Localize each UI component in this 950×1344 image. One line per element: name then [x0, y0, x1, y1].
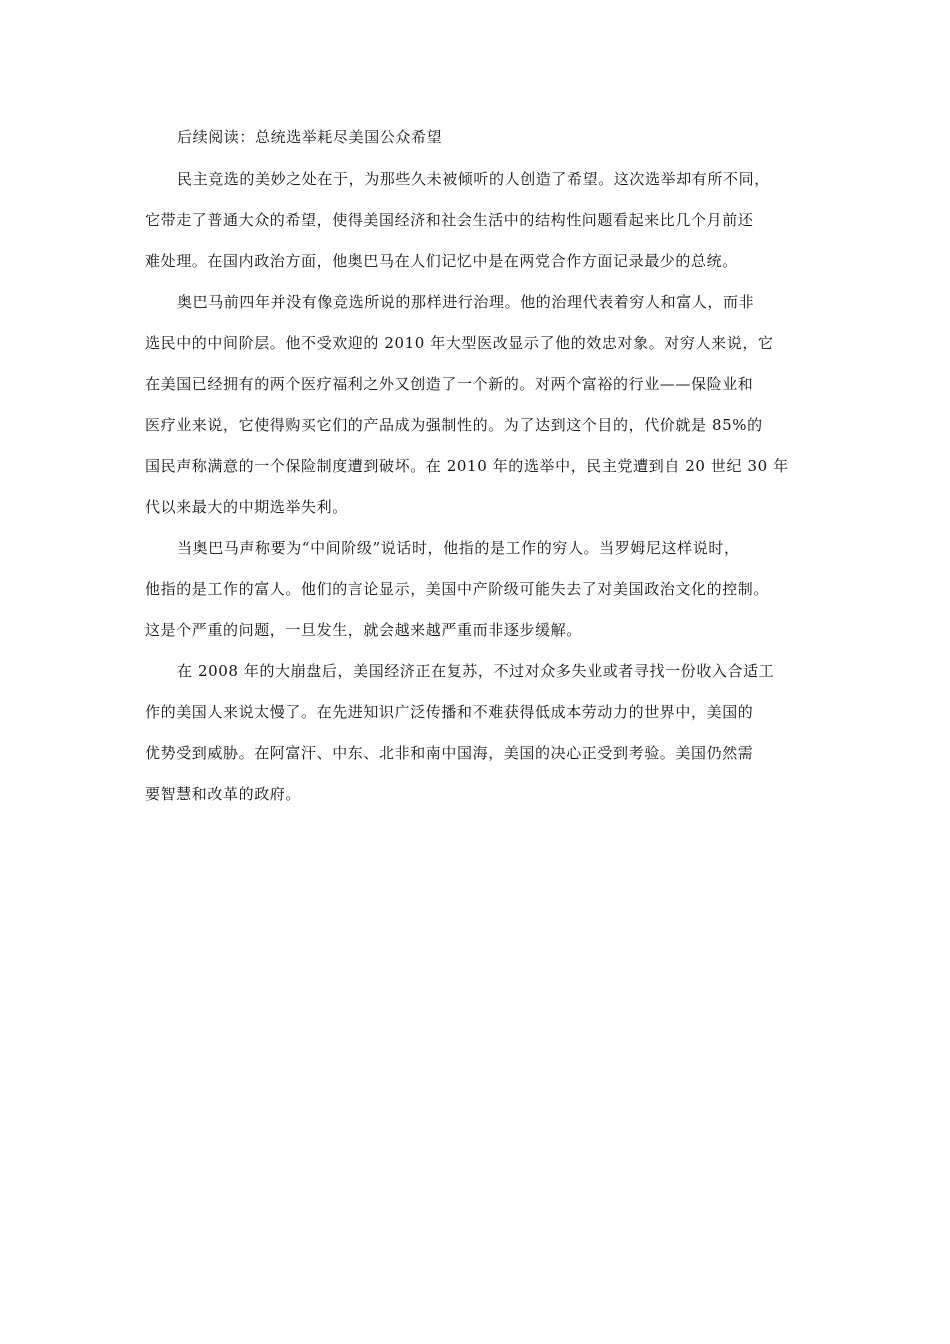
- paragraph-line: 民主竞选的美妙之处在于，为那些久未被倾听的人创造了希望。这次选举却有所不同，: [177, 170, 770, 188]
- article-body: [145, 122, 807, 815]
- paragraph-line: 他指的是工作的富人。他们的言论显示，美国中产阶级可能失去了对美国政治文化的控制。: [145, 580, 770, 598]
- paragraph-line: 这是个严重的问题，一旦发生，就会越来越严重而非逐步缓解。: [145, 621, 582, 639]
- paragraph-line: 优势受到威胁。在阿富汗、中东、北非和南中国海，美国的决心正受到考验。美国仍然需: [145, 744, 754, 762]
- paragraph-1: [145, 159, 807, 282]
- paragraph-line: 在 2008 年的大崩盘后，美国经济正在复苏，不过对众多失业或者寻找一份收入合适工: [177, 662, 775, 680]
- paragraph-line: 当奥巴马声称要为“中间阶级”说话时，他指的是工作的穷人。当罗姆尼这样说时，: [177, 539, 740, 557]
- paragraph-line: 医疗业来说，它使得购买它们的产品成为强制性的。为了达到这个目的，代价就是 85%的: [145, 416, 763, 434]
- paragraph-line: 它带走了普通大众的希望，使得美国经济和社会生活中的结构性问题看起来比几个月前还: [145, 211, 754, 229]
- paragraph-line: 难处理。在国内政治方面，他奥巴马在人们记忆中是在两党合作方面记录最少的总统。: [145, 252, 738, 270]
- paragraph-line: 选民中的中间阶层。他不受欢迎的 2010 年大型医改显示了他的效忠对象。对穷人来说，它: [145, 334, 774, 352]
- paragraph-line: 在美国已经拥有的两个医疗福利之外又创造了一个新的。对两个富裕的行业——保险业和: [145, 375, 754, 393]
- paragraph-2: [145, 282, 807, 528]
- article-heading: 后续阅读：总统选举耗尽美国公众希望: [177, 128, 443, 146]
- paragraph-3: [145, 528, 807, 651]
- paragraph-line: 奥巴马前四年并没有像竞选所说的那样进行治理。他的治理代表着穷人和富人，而非: [177, 293, 755, 311]
- paragraph-line: 要智慧和改革的政府。: [145, 785, 302, 803]
- paragraph-4: [145, 651, 807, 815]
- paragraph-line: 作的美国人来说太慢了。在先进知识广泛传播和不难获得低成本劳动力的世界中，美国的: [145, 703, 754, 721]
- paragraph-line: 国民声称满意的一个保险制度遭到破坏。在 2010 年的选举中，民主党遭到自 20 世纪 30 年: [145, 457, 789, 475]
- paragraph-line: 代以来最大的中期选举失利。: [145, 498, 348, 516]
